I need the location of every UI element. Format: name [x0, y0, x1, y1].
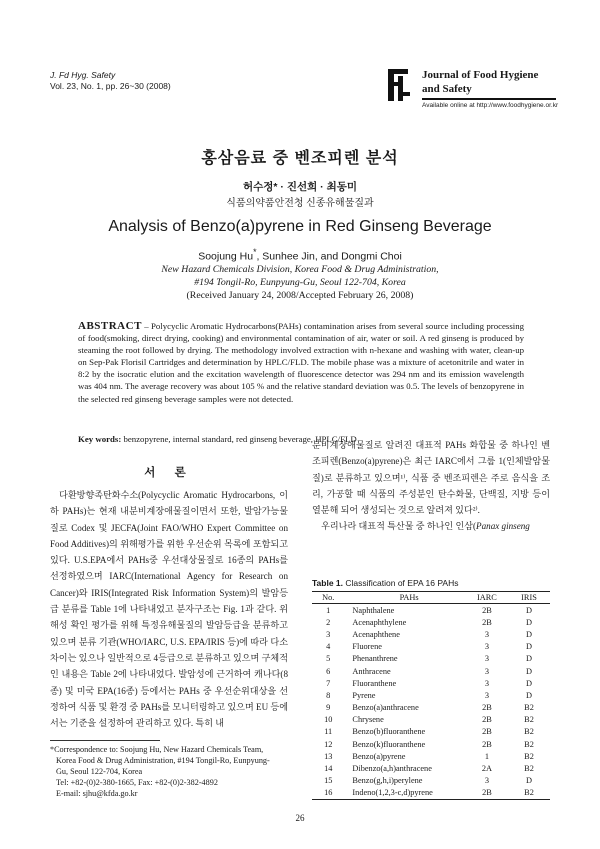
korean-affiliation: 식품의약품안전청 신종유해물질과 [226, 198, 374, 209]
intro-paragraph-3-text: 우리나라 대표적 특산물 중 하나인 인삼( [321, 521, 477, 532]
cell-iarc: 1 [484, 751, 489, 761]
cell-no: 4 [326, 642, 331, 652]
table-row [312, 653, 550, 665]
footnote-line3: Gu, Seoul 122-704, Korea [56, 767, 143, 776]
cell-iarc: 2B [482, 605, 492, 615]
journal-name-line2: and Safety [422, 83, 472, 95]
cell-pah-name: Anthracene [352, 666, 391, 676]
table-title-label: Table 1. [312, 578, 344, 588]
cell-iarc: 3 [484, 629, 489, 639]
panax-ginseng: Panax ginseng [476, 521, 530, 532]
received-dates: (Received January 24, 2008/Accepted February 26, 2008) [186, 290, 414, 301]
intro-paragraph-3 [312, 518, 550, 534]
intro-paragraph-2: 분비계장애물질로 알려진 대표적 PAHs 화합물 중 하나인 벤조피렌(Benzo(a)pyrene)은 최근 IARC에서 그룹 1(인체발암물질)로 분류하고 있으며¹⁾, 식품 중 벤조피렌은 주로 음식을 조리, 가공할 때 식품의 주성분인 탄수화물, 단백질, 지방 등이 열분해 되어 생성되는 것으로 알려져 있다²⁾. [312, 440, 550, 516]
table-row [312, 677, 550, 689]
cell-no: 7 [326, 678, 331, 688]
volume-line: Vol. 23, No. 1, pp. 26~30 (2008) [50, 81, 171, 91]
col-header-iris: IRIS [508, 592, 550, 604]
footnote-rule [50, 740, 160, 741]
col-header-no: No. [312, 592, 344, 604]
cell-iris: B2 [508, 787, 550, 800]
cell-iris: B2 [524, 703, 534, 713]
abstract [78, 320, 524, 405]
cell-pah-name: Acenaphthylene [352, 617, 407, 627]
cell-iris: D [526, 776, 533, 786]
table-title-text: Classification of EPA 16 PAHs [343, 578, 459, 588]
intro-left-column [50, 487, 288, 731]
cell-iris: B2 [524, 727, 534, 737]
cell-iarc: 3 [484, 690, 489, 700]
footnote-line5: E-mail: sjhu@kfda.go.kr [56, 789, 138, 798]
col-header-iarc: IARC [466, 592, 508, 604]
table-row [312, 641, 550, 653]
table-row [312, 738, 550, 750]
cell-pah-name: Phenanthrene [352, 654, 398, 664]
cell-iarc: 3 [484, 666, 489, 676]
cell-pah-name: Benzo(b)fluoranthene [352, 727, 426, 737]
affiliation-line1: New Hazard Chemicals Division, Korea Food & Drug Administration, [161, 264, 439, 275]
intro-paragraph-1: 다환방향족탄화수소(Polycyclic Aromatic Hydrocarbons, 이하 PAHs)는 현재 내분비계장애물질이면서 또한, 발암가능물질로 Codex 및 JECFA(Joint FAO/WHO Expert Committee on Food Additives)의 위해평가를 위한 우선순위 목록에 포함되고 있다. U.S.EPA에서 PAHs중 우선대상물질로 16종의 PAHs를 선정하였으며 IARC(International Agency for Research on Cancer)와 IRIS(Integrated Risk Information System)의 발암등급 분류를 Table 1에 나타내었고 분자구조는 Fig. 1과 같다. 위해성 확인 평가를 위해 특정유해물질의 발암등급을 분류하고 있으며 분류 기관(WHO/IARC, U.S. EPA/IRIS 등)에 따라 다소 차이는 있으나 일반적으로 4등급으로 분류하고 있으며 구체적인 내용은 Table 2에 나타내었다. 발암성에 근거하여 캐나다(8종) 및 미국 EPA(16종) 등에서는 PAHs 중 우선순위대상을 선정하여 식품 및 환경 중 PAHs를 모니터링하고 있으며 EU 등에서는 기준을 설정하여 관리하고 있다. 특히 내 [50, 490, 288, 729]
cell-iarc: 3 [484, 776, 489, 786]
cell-no: 14 [324, 764, 333, 774]
page-number: 26 [295, 813, 305, 823]
cell-pah-name: Chrysene [352, 715, 384, 725]
table-header-row [312, 592, 550, 604]
cell-iris: D [526, 642, 533, 652]
cell-iarc: 2B [466, 787, 508, 800]
intro-right-column [312, 437, 550, 535]
english-affiliation [0, 263, 600, 302]
journal-name [422, 68, 538, 96]
cell-iris: D [526, 690, 533, 700]
cell-pah-name: Fluoranthene [352, 678, 397, 688]
cell-iarc: 2B [482, 703, 492, 713]
cell-pah-name: Benzo(g,h,i)perylene [352, 776, 423, 786]
cell-iris: D [526, 629, 533, 639]
journal-citation [50, 70, 171, 92]
cell-no: 12 [324, 739, 333, 749]
english-authors [0, 247, 600, 263]
journal-url: Available online at http://www.foodhygiene.or.kr [422, 102, 559, 109]
cell-no: 1 [326, 605, 331, 615]
correspondence-mark: * [253, 247, 257, 257]
cell-no: 3 [326, 629, 331, 639]
cell-pah-name: Benzo(a)anthracene [352, 703, 419, 713]
table-row [312, 689, 550, 701]
keywords-text: benzopyrene, internal standard, red ginseng beverage, HPLC/FLD [121, 434, 357, 444]
table-row [312, 750, 550, 762]
cell-iarc: 2B [482, 739, 492, 749]
cell-iris: D [526, 678, 533, 688]
footnote-line1: *Correspondence to: Soojung Hu, New Hazard Chemicals Team, [50, 745, 264, 754]
cell-pah-name: Indeno(1,2,3-c,d)pyrene [344, 787, 465, 800]
journal-name-line1: Journal of Food Hygiene [422, 69, 539, 81]
journal-brand [378, 66, 558, 122]
cell-pah-name: Pyrene [352, 690, 376, 700]
cell-iris: D [526, 605, 533, 615]
english-author-main: Soojung Hu [198, 250, 254, 263]
cell-iarc: 3 [484, 654, 489, 664]
cell-iris: D [526, 617, 533, 627]
affiliation-line2: #194 Tongil-Ro, Eunpyung-Gu, Seoul 122-704, Korea [194, 277, 406, 288]
table-row [312, 604, 550, 617]
cell-no: 2 [326, 617, 331, 627]
intro-heading: 서 론 [144, 467, 194, 479]
korean-authors: 허수정* · 진선희 · 최동미 [242, 181, 358, 193]
journal-abbrev: J. Fd Hyg. Safety [50, 70, 116, 80]
correspondence-footnote [50, 744, 290, 799]
cell-iarc: 3 [484, 678, 489, 688]
korean-title: 홍삼음료 중 벤조피렌 분석 [201, 150, 399, 167]
cell-iris: B2 [524, 739, 534, 749]
cell-iarc: 2B [482, 715, 492, 725]
brand-rule [422, 98, 556, 100]
col-header-pahs: PAHs [344, 592, 465, 604]
cell-pah-name: Fluorene [352, 642, 382, 652]
table-title [312, 578, 458, 588]
table-row [312, 714, 550, 726]
abstract-label: ABSTRACT [78, 320, 142, 332]
pah-classification-table [312, 591, 550, 800]
english-title: Analysis of Benzo(a)pyrene in Red Ginseng Beverage [108, 218, 492, 235]
cell-pah-name: Dibenzo(a,h)anthracene [352, 764, 432, 774]
table-row [312, 628, 550, 640]
table-row [312, 775, 550, 787]
cell-no: 9 [326, 703, 331, 713]
footnote-line2: Korea Food & Drug Administration, #194 Tongil-Ro, Eunpyung- [56, 756, 270, 765]
cell-iris: B2 [524, 764, 534, 774]
table-row [312, 616, 550, 628]
english-author-rest: , Sunhee Jin, and Dongmi Choi [256, 250, 402, 263]
table-row [312, 762, 550, 774]
cell-pah-name: Benzo(a)pyrene [352, 751, 406, 761]
cell-pah-name: Acenaphthene [352, 629, 400, 639]
abstract-text: – Polycyclic Aromatic Hydrocarbons(PAHs) contamination arises from several source including processing of food(smoking, direct drying, cooking) and environmental contamination of air, water or soil. A red ginseng is produced by steaming the root followed by drying. The methodology involved extraction with n-hexane and washing with water, clean-up on Sep-Pak Florisil Cartridges and determination by HPLC/FLD. The mobile phase was a mixture of acetonitrile and water in 8:2 by the isocratic elution and the excitation wavelength of fluorescence detector was 294 nm and its emission wavelength was 404 nm. The average recovery was about 105 % and the relative standard deviation was 0.5. The levels of benzopyrene in the selected red ginseng beverage samples were not detected. [78, 321, 524, 404]
cell-iris: D [526, 654, 533, 664]
cell-iris: B2 [524, 715, 534, 725]
table-row [312, 702, 550, 714]
cell-no: 10 [324, 715, 333, 725]
table-body [312, 604, 550, 800]
cell-pah-name: Benzo(k)fluoranthene [352, 739, 426, 749]
cell-no: 8 [326, 690, 331, 700]
cell-no: 16 [312, 787, 344, 800]
cell-no: 11 [324, 727, 333, 737]
cell-pah-name: Naphthalene [352, 605, 395, 615]
cell-iris: D [526, 666, 533, 676]
cell-iarc: 2B [482, 617, 492, 627]
table-row [312, 726, 550, 738]
cell-iarc: 3 [484, 642, 489, 652]
cell-iris: B2 [524, 751, 534, 761]
table-row [312, 787, 550, 800]
cell-no: 6 [326, 666, 331, 676]
journal-logo-icon [378, 66, 414, 104]
keywords-label: Key words: [78, 434, 122, 444]
cell-iarc: 2B [482, 727, 492, 737]
table-row [312, 665, 550, 677]
cell-no: 5 [326, 654, 331, 664]
cell-no: 13 [324, 751, 333, 761]
cell-no: 15 [324, 776, 333, 786]
cell-iarc: 2A [481, 764, 492, 774]
footnote-line4: Tel: +82-(0)2-380-1665, Fax: +82-(0)2-382-4892 [56, 778, 218, 787]
